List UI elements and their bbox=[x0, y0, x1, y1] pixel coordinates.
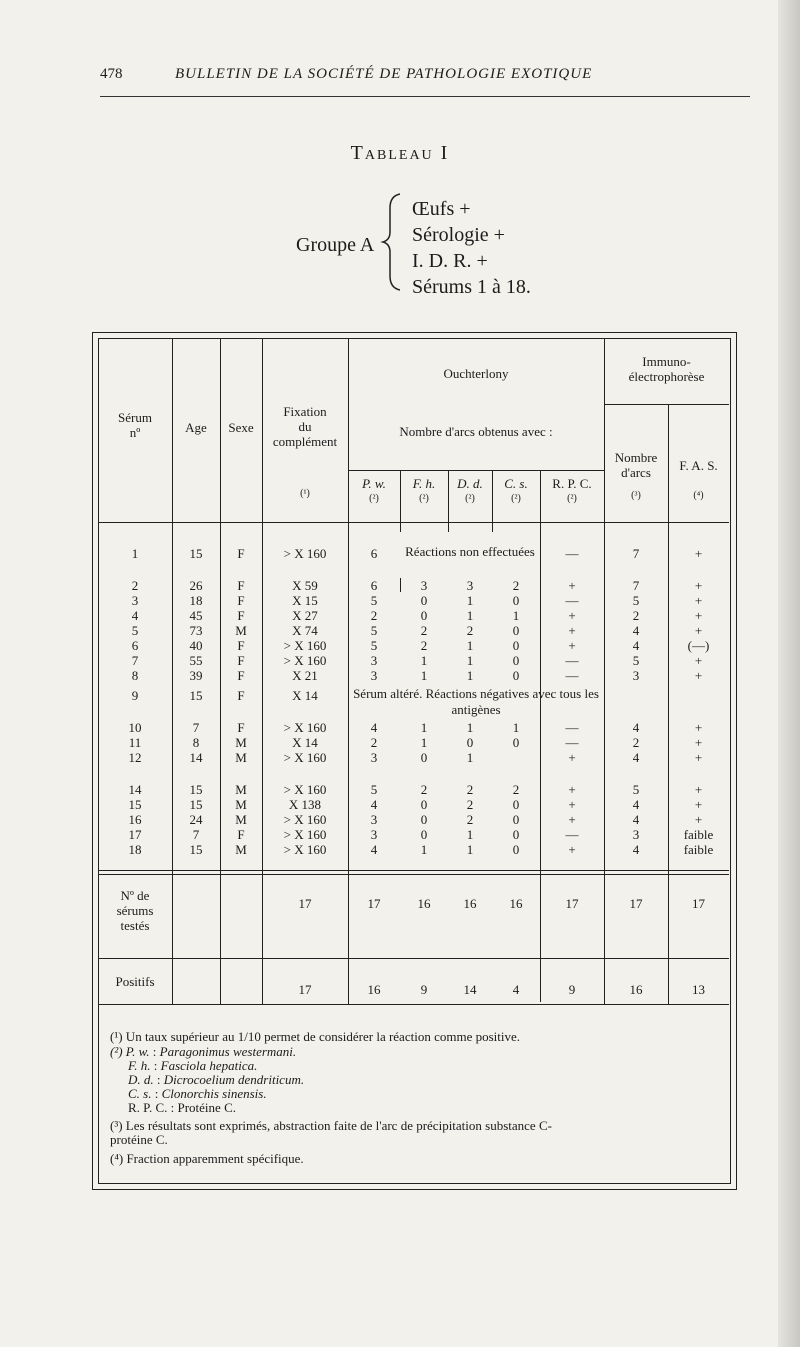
cell-sexe: M bbox=[235, 735, 247, 750]
footnote-3-cont: protéine C. bbox=[110, 1132, 168, 1147]
cell-narcs: 7 bbox=[632, 546, 640, 561]
cell-pw: 6 bbox=[370, 546, 378, 561]
header-immuno: Immuno- électrophorèse bbox=[628, 354, 705, 384]
cell-fh: 2 bbox=[420, 782, 428, 797]
cell-rpc: + bbox=[568, 623, 576, 638]
cell-narcs: 4 bbox=[632, 720, 640, 735]
cell-fas: + bbox=[694, 593, 703, 608]
cell-rpc: + bbox=[568, 812, 576, 827]
row-divider bbox=[348, 470, 604, 471]
cell-age: 7 bbox=[192, 720, 200, 735]
positive-dd: 14 bbox=[463, 982, 477, 997]
cell-fas: + bbox=[694, 812, 703, 827]
cell-fh: 1 bbox=[420, 720, 428, 735]
cell-fas: + bbox=[694, 668, 703, 683]
note-ref: (⁴) bbox=[693, 490, 704, 501]
cell-dd: 0 bbox=[466, 735, 474, 750]
cell-sexe: M bbox=[235, 842, 247, 857]
cell-narcs: 3 bbox=[632, 668, 640, 683]
cell-age: 24 bbox=[189, 812, 203, 827]
cell-fh: 0 bbox=[420, 750, 428, 765]
running-header bbox=[100, 66, 750, 88]
cell-narcs: 2 bbox=[632, 608, 640, 623]
note-ref: (¹) bbox=[300, 488, 310, 499]
cell-sexe: M bbox=[235, 750, 247, 765]
header-age: Age bbox=[185, 420, 207, 435]
cell-serum: 7 bbox=[131, 653, 139, 668]
cell-age: 40 bbox=[189, 638, 203, 653]
cell-cs: 0 bbox=[512, 623, 520, 638]
cell-fh: 1 bbox=[420, 653, 428, 668]
cell-fh: 2 bbox=[420, 638, 428, 653]
cell-fix: X 14 bbox=[292, 688, 318, 703]
cell-serum: 6 bbox=[131, 638, 139, 653]
header-cs: C. s. (²) bbox=[504, 476, 528, 504]
footnote-2-dd: D. d. : Dicrocoelium dendriticum. bbox=[128, 1072, 305, 1087]
cell-cs: 0 bbox=[512, 812, 520, 827]
cell-age: 14 bbox=[189, 750, 203, 765]
groupe-criteria bbox=[412, 196, 531, 300]
cell-sexe: F bbox=[237, 668, 245, 683]
cell-sexe: F bbox=[237, 578, 245, 593]
cell-serum: 14 bbox=[128, 782, 142, 797]
cell-rpc: + bbox=[568, 638, 576, 653]
header-rule bbox=[100, 96, 750, 97]
cell-fas: faible bbox=[683, 827, 714, 842]
groupe-item: Sérologie + bbox=[412, 224, 505, 246]
cell-dd: 2 bbox=[466, 782, 474, 797]
cell-serum: 5 bbox=[131, 623, 139, 638]
positive-rpc: 9 bbox=[568, 982, 576, 997]
cell-fix: > X 160 bbox=[283, 638, 327, 653]
cell-rpc: — bbox=[565, 735, 579, 750]
cell-fh: 0 bbox=[420, 593, 428, 608]
cell-fix: > X 160 bbox=[283, 827, 327, 842]
cell-serum: 10 bbox=[128, 720, 142, 735]
groupe-label: Groupe A bbox=[296, 234, 375, 256]
cell-pw: 3 bbox=[370, 750, 378, 765]
footnote-2-cs: C. s. : Clonorchis sinensis. bbox=[128, 1086, 267, 1101]
tested-narcs: 17 bbox=[629, 896, 643, 911]
cell-dd: 1 bbox=[466, 668, 474, 683]
cell-age: 7 bbox=[192, 827, 200, 842]
cell-fas: + bbox=[694, 608, 703, 623]
footnote-2-fh: F. h. : Fasciola hepatica. bbox=[128, 1058, 258, 1073]
cell-fh: 1 bbox=[420, 668, 428, 683]
cell-fix: X 74 bbox=[292, 623, 318, 638]
cell-fix: > X 160 bbox=[283, 653, 327, 668]
cell-dd: 2 bbox=[466, 812, 474, 827]
cell-dd: 1 bbox=[466, 842, 474, 857]
cell-pw: 3 bbox=[370, 668, 378, 683]
cell-serum: 2 bbox=[131, 578, 139, 593]
cell-pw: 2 bbox=[370, 735, 378, 750]
cell-fas: faible bbox=[683, 842, 714, 857]
cell-fh: 1 bbox=[420, 842, 428, 857]
cell-dd: 2 bbox=[466, 797, 474, 812]
cell-dd: 1 bbox=[466, 653, 474, 668]
cell-fh: 0 bbox=[420, 608, 428, 623]
cell-serum: 15 bbox=[128, 797, 142, 812]
cell-narcs: 4 bbox=[632, 750, 640, 765]
positive-fas: 13 bbox=[692, 982, 705, 997]
cell-narcs: 2 bbox=[632, 735, 640, 750]
footnote-2-pw: (²) P. w. : Paragonimus westermani. bbox=[110, 1044, 297, 1059]
cell-serum: 11 bbox=[128, 735, 142, 750]
cell-fh: 2 bbox=[420, 623, 428, 638]
cell-rpc: — bbox=[565, 653, 579, 668]
cell-serum: 18 bbox=[128, 842, 142, 857]
cell-narcs: 4 bbox=[632, 638, 640, 653]
curly-brace-icon bbox=[380, 192, 404, 292]
cell-serum: 17 bbox=[128, 827, 142, 842]
cell-narcs: 5 bbox=[632, 653, 640, 668]
cell-pw: 3 bbox=[370, 812, 378, 827]
cell-cs: 2 bbox=[512, 782, 520, 797]
tested-rpc: 17 bbox=[565, 896, 579, 911]
cell-fh: 0 bbox=[420, 827, 428, 842]
page-edge-shadow bbox=[778, 0, 800, 1347]
cell-fas: + bbox=[694, 578, 703, 593]
cell-fh: 1 bbox=[420, 735, 428, 750]
cell-fix: > X 160 bbox=[283, 782, 327, 797]
positive-label: Positifs bbox=[115, 974, 155, 989]
cell-pw: 3 bbox=[370, 827, 378, 842]
cell-cs: 0 bbox=[512, 735, 520, 750]
tested-pw: 17 bbox=[367, 896, 381, 911]
cell-cs: 1 bbox=[512, 608, 520, 623]
row-divider bbox=[98, 958, 729, 959]
page-number: 478 bbox=[100, 66, 123, 82]
cell-fix: > X 160 bbox=[283, 812, 327, 827]
row-note: Réactions non effectuées bbox=[405, 544, 535, 559]
cell-sexe: F bbox=[237, 827, 245, 842]
cell-rpc: — bbox=[565, 827, 579, 842]
row-divider bbox=[98, 1004, 729, 1005]
positive-narcs: 16 bbox=[629, 982, 643, 997]
cell-fix: X 14 bbox=[292, 735, 318, 750]
cell-pw: 4 bbox=[370, 720, 378, 735]
cell-fh: 0 bbox=[420, 797, 428, 812]
cell-serum: 4 bbox=[131, 608, 139, 623]
cell-age: 15 bbox=[189, 688, 203, 703]
row-divider bbox=[604, 404, 729, 405]
header-fas: F. A. S. bbox=[679, 458, 718, 473]
cell-fix: X 138 bbox=[288, 797, 322, 812]
cell-narcs: 7 bbox=[632, 578, 640, 593]
cell-age: 39 bbox=[189, 668, 203, 683]
cell-sexe: M bbox=[235, 782, 247, 797]
tested-fh: 16 bbox=[417, 896, 431, 911]
cell-rpc: + bbox=[568, 608, 576, 623]
cell-fas: (—) bbox=[687, 638, 710, 653]
cell-narcs: 5 bbox=[632, 593, 640, 608]
row-divider bbox=[98, 522, 729, 523]
cell-sexe: M bbox=[235, 797, 247, 812]
cell-cs: 0 bbox=[512, 827, 520, 842]
tested-fix: 17 bbox=[298, 896, 312, 911]
header-pw: P. w. (²) bbox=[362, 476, 386, 504]
tested-fas: 17 bbox=[692, 896, 705, 911]
cell-age: 8 bbox=[192, 735, 200, 750]
cell-cs: 0 bbox=[512, 593, 520, 608]
row-note: Sérum altéré. Réactions négatives avec tous les antigènes bbox=[353, 686, 599, 717]
cell-dd: 1 bbox=[466, 608, 474, 623]
cell-fas: + bbox=[694, 623, 703, 638]
cell-fix: X 21 bbox=[292, 668, 318, 683]
cell-narcs: 4 bbox=[632, 842, 640, 857]
cell-pw: 4 bbox=[370, 797, 378, 812]
cell-fas: + bbox=[694, 797, 703, 812]
cell-age: 15 bbox=[189, 842, 203, 857]
footnote-rpc: R. P. C. : Protéine C. bbox=[128, 1100, 236, 1115]
cell-sexe: F bbox=[237, 653, 245, 668]
cell-pw: 5 bbox=[370, 638, 378, 653]
cell-narcs: 4 bbox=[632, 812, 640, 827]
header-rpc: R. P. C. (²) bbox=[552, 476, 592, 504]
cell-fas: + bbox=[694, 720, 703, 735]
cell-serum: 3 bbox=[131, 593, 139, 608]
cell-pw: 5 bbox=[370, 623, 378, 638]
cell-fix: X 15 bbox=[292, 593, 318, 608]
cell-cs: 1 bbox=[512, 720, 520, 735]
cell-serum: 9 bbox=[131, 688, 139, 703]
cell-rpc: — bbox=[565, 668, 579, 683]
cell-age: 45 bbox=[189, 608, 203, 623]
cell-narcs: 4 bbox=[632, 623, 640, 638]
cell-dd: 2 bbox=[466, 623, 474, 638]
cell-pw: 5 bbox=[370, 593, 378, 608]
header-ouchterlony: Ouchterlony bbox=[443, 366, 509, 381]
cell-serum: 1 bbox=[131, 546, 139, 561]
cell-rpc: + bbox=[568, 782, 576, 797]
cell-fix: > X 160 bbox=[283, 720, 327, 735]
cell-pw: 2 bbox=[370, 608, 378, 623]
cell-narcs: 4 bbox=[632, 797, 640, 812]
journal-title: BULLETIN DE LA SOCIÉTÉ DE PATHOLOGIE EXOTIQUE bbox=[175, 66, 593, 82]
cell-serum: 8 bbox=[131, 668, 139, 683]
header-dd: D. d. (²) bbox=[457, 476, 483, 504]
footnote-4: (⁴) Fraction apparemment spécifique. bbox=[110, 1151, 304, 1166]
cell-fix: X 27 bbox=[292, 608, 318, 623]
cell-dd: 1 bbox=[466, 750, 474, 765]
cell-fh: 3 bbox=[420, 578, 428, 593]
cell-sexe: M bbox=[235, 623, 247, 638]
cell-dd: 1 bbox=[466, 638, 474, 653]
cell-rpc: + bbox=[568, 750, 576, 765]
header-nombre-arcs-obtenus: Nombre d'arcs obtenus avec : bbox=[399, 424, 553, 439]
cell-age: 15 bbox=[189, 546, 203, 561]
cell-fix: > X 160 bbox=[283, 842, 327, 857]
groupe-item: Œufs + bbox=[412, 198, 471, 220]
cell-serum: 16 bbox=[128, 812, 142, 827]
tested-label: Nº de sérums testés bbox=[116, 888, 154, 933]
note-ref: (³) bbox=[631, 490, 641, 501]
table-title: Tableau I bbox=[350, 142, 450, 164]
cell-cs: 0 bbox=[512, 797, 520, 812]
cell-age: 18 bbox=[189, 593, 203, 608]
cell-fas: + bbox=[694, 750, 703, 765]
header-sexe: Sexe bbox=[228, 420, 254, 435]
cell-fix: > X 160 bbox=[283, 750, 327, 765]
cell-sexe: F bbox=[237, 688, 245, 703]
cell-sexe: F bbox=[237, 608, 245, 623]
cell-pw: 4 bbox=[370, 842, 378, 857]
cell-fas: + bbox=[694, 782, 703, 797]
header-fh: F. h. (²) bbox=[412, 476, 436, 504]
cell-fh: 0 bbox=[420, 812, 428, 827]
cell-pw: 5 bbox=[370, 782, 378, 797]
cell-rpc: + bbox=[568, 842, 576, 857]
cell-fix: > X 160 bbox=[283, 546, 327, 561]
row-divider bbox=[98, 874, 729, 875]
cell-fas: + bbox=[694, 546, 703, 561]
cell-cs: 0 bbox=[512, 842, 520, 857]
cell-cs: 0 bbox=[512, 653, 520, 668]
cell-rpc: + bbox=[568, 797, 576, 812]
cell-dd: 1 bbox=[466, 720, 474, 735]
cell-age: 73 bbox=[189, 623, 203, 638]
cell-narcs: 5 bbox=[632, 782, 640, 797]
cell-rpc: — bbox=[565, 593, 579, 608]
cell-sexe: M bbox=[235, 812, 247, 827]
positive-fix: 17 bbox=[298, 982, 312, 997]
footnote-3: (³) Les résultats sont exprimés, abstraction faite de l'arc de précipitation substance C- bbox=[110, 1118, 552, 1133]
cell-fas: + bbox=[694, 653, 703, 668]
positive-pw: 16 bbox=[367, 982, 381, 997]
cell-dd: 3 bbox=[466, 578, 474, 593]
cell-cs: 0 bbox=[512, 638, 520, 653]
cell-age: 55 bbox=[189, 653, 203, 668]
tested-dd: 16 bbox=[463, 896, 477, 911]
groupe-item: I. D. R. + bbox=[412, 250, 488, 272]
cell-pw: 6 bbox=[370, 578, 378, 593]
tested-cs: 16 bbox=[509, 896, 523, 911]
cell-sexe: F bbox=[237, 593, 245, 608]
cell-dd: 1 bbox=[466, 593, 474, 608]
cell-fix: X 59 bbox=[292, 578, 318, 593]
cell-age: 15 bbox=[189, 797, 203, 812]
cell-cs: 0 bbox=[512, 668, 520, 683]
cell-fas: + bbox=[694, 735, 703, 750]
positive-cs: 4 bbox=[512, 982, 520, 997]
cell-narcs: 3 bbox=[632, 827, 640, 842]
cell-sexe: F bbox=[237, 546, 245, 561]
footnote-1: (¹) Un taux supérieur au 1/10 permet de considérer la réaction comme positive. bbox=[110, 1029, 521, 1044]
cell-rpc: — bbox=[565, 720, 579, 735]
header-fixation: Fixation du complément bbox=[272, 404, 338, 449]
positive-fh: 9 bbox=[420, 982, 428, 997]
cell-age: 15 bbox=[189, 782, 203, 797]
row-divider bbox=[98, 870, 729, 871]
groupe-item: Sérums 1 à 18. bbox=[412, 276, 531, 298]
cell-serum: 12 bbox=[128, 750, 142, 765]
cell-sexe: F bbox=[237, 720, 245, 735]
cell-rpc: + bbox=[568, 578, 576, 593]
cell-rpc: — bbox=[565, 546, 579, 561]
cell-sexe: F bbox=[237, 638, 245, 653]
cell-pw: 3 bbox=[370, 653, 378, 668]
cell-cs: 2 bbox=[512, 578, 520, 593]
header-nombre-arcs: Nombre d'arcs bbox=[614, 450, 658, 480]
cell-age: 26 bbox=[189, 578, 203, 593]
cell-dd: 1 bbox=[466, 827, 474, 842]
header-serum: Sérum nº bbox=[118, 410, 152, 440]
